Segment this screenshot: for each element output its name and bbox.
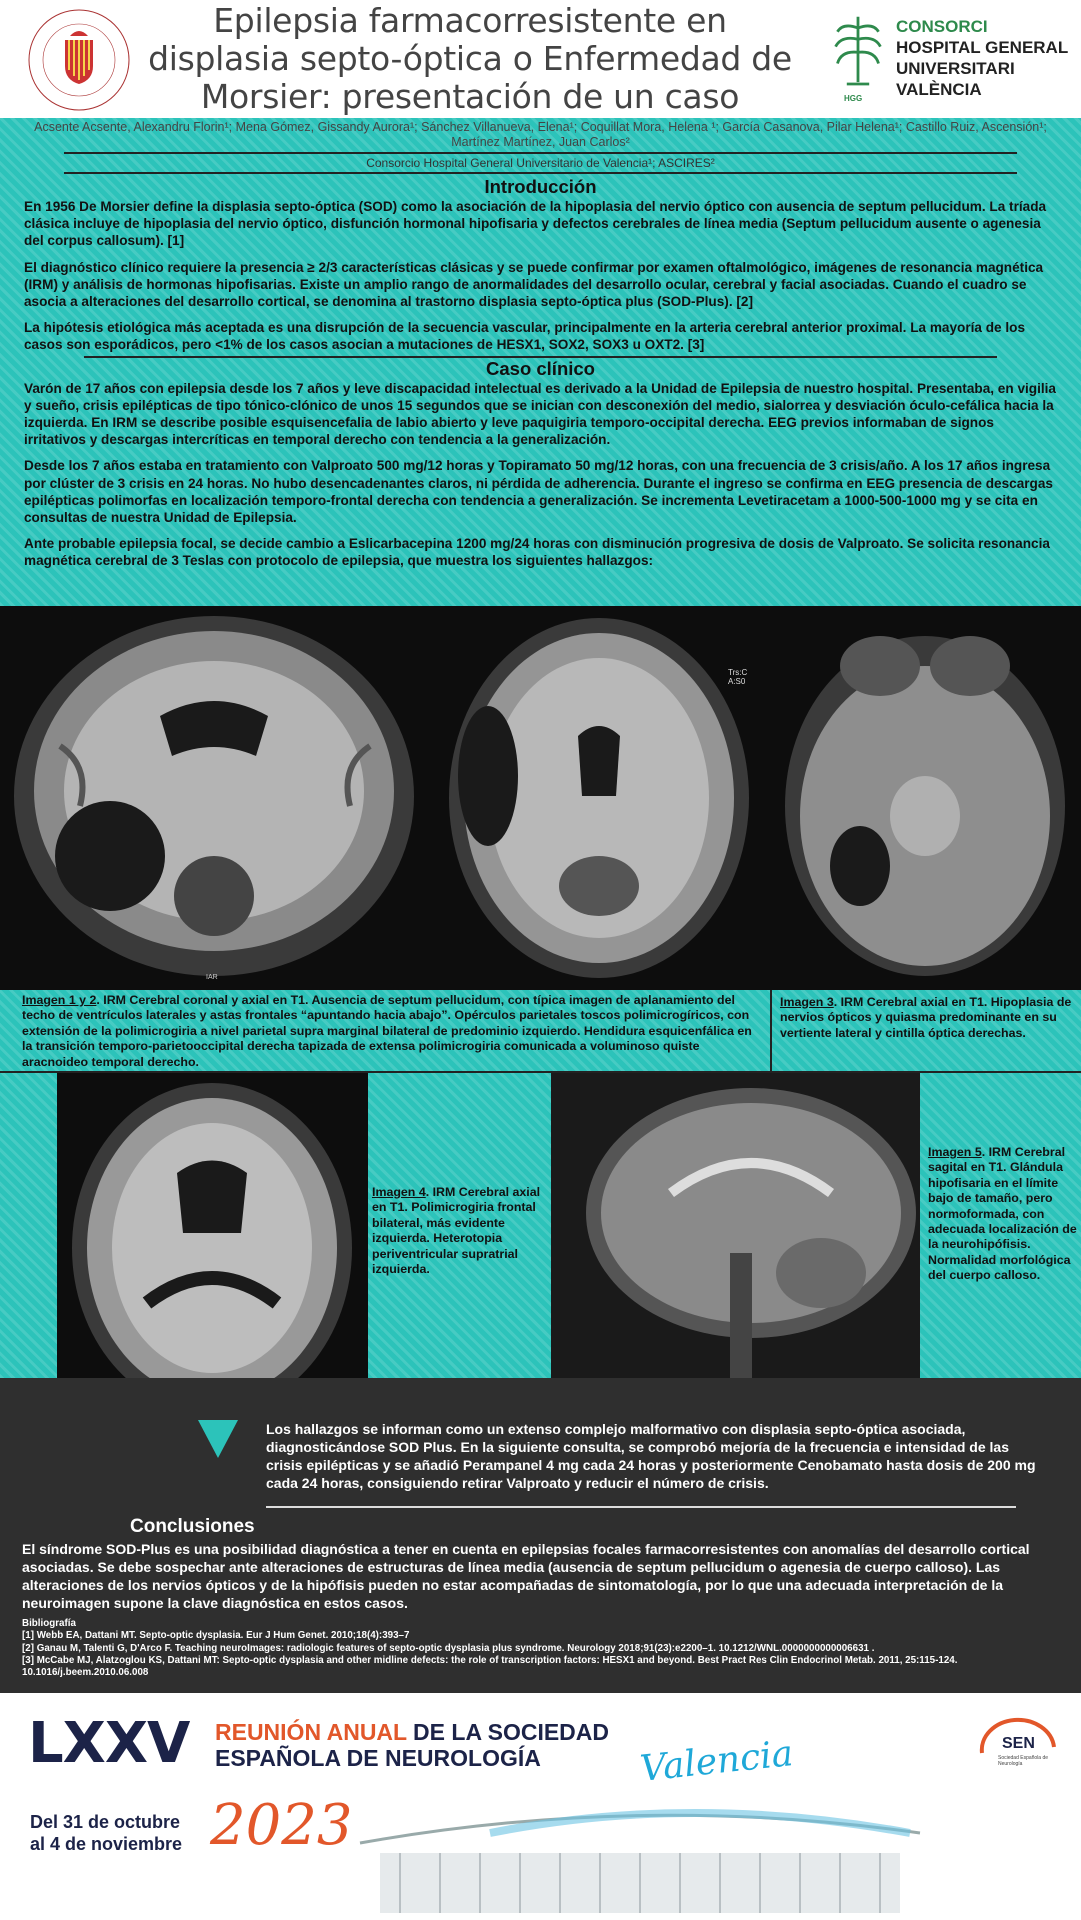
sen-logo xyxy=(972,1713,1064,1783)
reference-1: [1] Webb EA, Dattani MT. Septo-optic dysplasia. Eur J Hum Genet. 2010;18(4):393–7 xyxy=(22,1630,410,1642)
conclusions-title: Conclusiones xyxy=(130,1516,255,1537)
mri-image-5-sagittal xyxy=(551,1073,920,1416)
poster-title: Epilepsia farmacorresistente en displasia septo-óptica o Enfermedad de Morsier: presentación de un caso xyxy=(148,1,792,116)
dates-line2: al 4 de noviembre xyxy=(30,1834,183,1854)
divider xyxy=(266,1506,1016,1508)
hgv-line3: UNIVERSITARI xyxy=(896,59,1015,78)
meeting-dates xyxy=(30,1811,182,1855)
reference-2: [2] Ganau M, Talenti G, D'Arco F. Teaching neuroImages: radiologic features of septo-optic dysplasia plus syndrome. Neurology 2018;91(23):e2200–1. 10.1212/WNL.0000000000006631 . xyxy=(22,1642,875,1654)
bibliography xyxy=(22,1618,1062,1679)
hgv-line1: CONSORCI xyxy=(896,17,988,36)
mri-image-2-axial xyxy=(428,606,770,990)
caption-5-text: . IRM Cerebral sagital en T1. Glándula hipofisaria en el límite bajo de tamaño, pero normoformada, con adecuada localización de la neurohipófisis. Normalidad morfológica del cuerpo calloso. xyxy=(928,1145,1077,1283)
meeting-year: 2023 xyxy=(210,1793,353,1858)
conclusions-text: El síndrome SOD-Plus es una posibilidad diagnóstica a tener en cuenta en epilepsias focales farmacorresistentes con anomalías del desarrollo cortical asociadas. Se debe sospechar ante alteraciones de estructuras de línea media (ausencia de septum pellucidum o agenesia de cuerpo calloso). Las alteraciones de los nervios ópticos y de la hipófisis pueden no estar acompañadas de sintomatología, por lo que una adecuada interpretación de la neuroimagen supone la clave diagnóstica en estos casos. xyxy=(22,1541,1030,1611)
intro-paragraph-1: En 1956 De Morsier define la displasia septo-óptica (SOD) como la asociación de la hipoplasia del nervio óptico con ausencia de septum pellucidum. La tríada clásica incluye de hipoplasia del nervio óptico, disfunción hormonal hipofisaria y defectos cerebrales de línea media (Septum pellucidum ausente o agenesia del corpus callosum). [1] xyxy=(24,199,1047,249)
generalitat-valenciana-logo xyxy=(20,6,138,114)
palm-emblem-icon xyxy=(830,6,886,106)
case-paragraph-3: Ante probable epilepsia focal, se decide cambio a Eslicarbacepina 1200 mg/24 horas con disminución progresiva de dosis de Valproato. Se solicita resonancia magnética cerebral de 3 Teslas con protocolo de epilepsia, que muestra los siguientes hallazgos: xyxy=(24,536,1050,569)
conference-footer xyxy=(0,1693,1081,1920)
case-paragraph-1: Varón de 17 años con epilepsia desde los 7 años y leve discapacidad intelectual es derivado a la Unidad de Epilepsia de nuestro hospital. Presentaba, en vigilia y sueño, crisis epilépticas de tipo tónico-clónico de unos 15 segundos que se inician con desconexión del medio, sialorrea y desviación óculo-cefálica hacia la izquierda. En IRM se describe posible esquisencefalia de labio abierto y leve paquigiria temporo-occipital derecha. EEG previos informaban de signos irritativos y descargas intercríticas en temporal derecho con tendencia a la generalización. xyxy=(24,380,1056,448)
hgv-line4: VALÈNCIA xyxy=(896,80,982,99)
dates-line1: Del 31 de octubre xyxy=(30,1812,181,1832)
case-title: Caso clínico xyxy=(486,357,595,379)
hgg-label: HGG xyxy=(844,94,863,103)
authors: Acsente Acsente, Alexandru Florin¹; Mena Gómez, Gissandy Aurora¹; Sánchez Villanueva, Elena¹; Coquillat Mora, Helena ¹; García Casanova, Pilar Helena¹; Castillo Ruiz, Ascensión¹; Martínez Martínez, Juan Carlos² xyxy=(34,120,1047,149)
meeting-line2: ESPAÑOLA DE NEUROLOGÍA xyxy=(215,1745,541,1771)
caption-4-text: . IRM Cerebral axial en T1. Polimicrogiria frontal bilateral, más evidente izquierda. Heterotopia periventricular supratrial izquierda. xyxy=(372,1185,541,1277)
mri-image-1-coronal xyxy=(0,606,428,990)
caption-image-1-2 xyxy=(22,993,762,1070)
caption-1-2-label: Imagen 1 y 2 xyxy=(22,993,97,1007)
meeting-city: Valencia xyxy=(638,1733,796,1790)
meeting-line1-b: DE LA SOCIEDAD xyxy=(406,1719,609,1745)
mri-image-3-axial xyxy=(770,606,1081,990)
divider xyxy=(64,152,1017,154)
caption-3-text: . IRM Cerebral axial en T1. Hipoplasia de nervios ópticos y quiasma predominante en su vertiente lateral y cintilla óptica derechas. xyxy=(780,995,1072,1040)
bibliography-title: Bibliografía xyxy=(22,1618,76,1629)
meeting-name xyxy=(215,1719,609,1771)
mri-1-label: IAR xyxy=(206,974,218,981)
caption-divider xyxy=(770,990,772,1072)
caption-image-4 xyxy=(372,1185,547,1277)
meeting-line1-a: REUNIÓN ANUAL xyxy=(215,1719,407,1745)
caption-3-label: Imagen 3 xyxy=(780,995,834,1009)
caption-5-label: Imagen 5 xyxy=(928,1145,982,1159)
reference-3: [3] McCabe MJ, Alatzoglou KS, Dattani MT: Septo-optic dysplasia and other midline defects: the role of transcription factors: HESX1 and beyond. Best Pract Res Clin Endocrinol Metab. 2011, 25:115-124. 10.1016/j.beem.2010.06.008 xyxy=(22,1654,958,1679)
intro-case-section xyxy=(0,118,1081,606)
caption-image-3 xyxy=(780,995,1075,1041)
divider xyxy=(64,172,1017,174)
edition-number: LXXV xyxy=(28,1711,190,1776)
pointer-triangle-icon xyxy=(196,1418,240,1462)
poster-header xyxy=(0,0,1081,118)
sen-logo-subtitle: Sociedad Española de Neurología xyxy=(998,1755,1049,1767)
affiliation: Consorcio Hospital General Universitario de Valencia¹; ASCIRES² xyxy=(366,156,715,170)
caption-1-2-text: . IRM Cerebral coronal y axial en T1. Ausencia de septum pellucidum, con típica imagen de aplanamiento del techo de ventrículos laterales y astas frontales “apuntando hacia abajo”. Opérculos parietales toscos polimicrogíricos, con extensión de la polimicrogiria a nivel parietal supra marginal bilateral de predominio izquierdo. Hendidura esquicenfálica en la transición temporo-parietooccipital derecha tapizada de extensa polimicrogiria comunicada a voluminoso quiste aracnoideo temporal derecho. xyxy=(22,993,752,1069)
intro-paragraph-3: La hipótesis etiológica más aceptada es una disrupción de la secuencia vascular, principalmente en la arteria cerebral anterior proximal. La mayoría de los casos son esporádicos, pero <1% de los casos asocian a mutaciones de HESX1, SOX2, SOX3 u OXT2. [3] xyxy=(24,320,1026,353)
caption-4-label: Imagen 4 xyxy=(372,1185,426,1199)
mri-2-label: Trs:C A:S0 xyxy=(728,668,748,686)
findings-text: Los hallazgos se informan como un extenso complejo malformativo con displasia septo-óptica asociada, diagnosticándose SOD Plus. En la siguiente consulta, se comprobó mejoría de la frecuencia e intensidad de las crisis epilépticas y se añadió Perampanel 4 mg cada 24 horas y posteriormente Cenobamato hasta dosis de 200 mg cada 24 horas, consiguiendo retirar Valproato y reducir el número de crisis. xyxy=(266,1421,1036,1491)
city-arts-building-illustration xyxy=(340,1783,940,1920)
intro-paragraph-2: El diagnóstico clínico requiere la presencia ≥ 2/3 características clásicas y se puede confirmar por examen oftalmológico, imágenes de resonancia magnética (IRM) y análisis de hormonas hipofisarias. Existe un amplio rango de anormalidades del desarrollo ocular, cerebral y facial asociadas. Cuando el cuadro se asocia a alteraciones del desarrollo cortical, se denomina al trastorno displasia septo-óptica plus (SOD-Plus). [2] xyxy=(24,259,1044,310)
hgv-line2: HOSPITAL GENERAL xyxy=(896,38,1069,57)
sen-logo-text: SEN xyxy=(1002,1735,1035,1752)
caption-image-5 xyxy=(928,1145,1078,1284)
case-paragraph-2: Desde los 7 años estaba en tratamiento con Valproato 500 mg/12 horas y Topiramato 50 mg/12 horas, con una frecuencia de 3 crisis/año. A los 17 años ingresa por clúster de 3 crisis en 24 horas. No hubo desencadenantes claros, ni pérdida de adherencia. Durante el ingreso se confirma en EEG presencia de descargas epilépticas polimorfas en localización temporo-frontal derecha con tendencia a generalización. Se incrementa Levetiracetam a 1000-500-1000 mg y se cita en consultas de nuestra Unidad de Epilepsia. xyxy=(24,458,1053,526)
consorci-hospital-logo xyxy=(830,6,1080,116)
mri-image-4-axial xyxy=(57,1073,368,1416)
intro-title: Introducción xyxy=(484,176,597,197)
findings-conclusions-section xyxy=(0,1378,1081,1693)
